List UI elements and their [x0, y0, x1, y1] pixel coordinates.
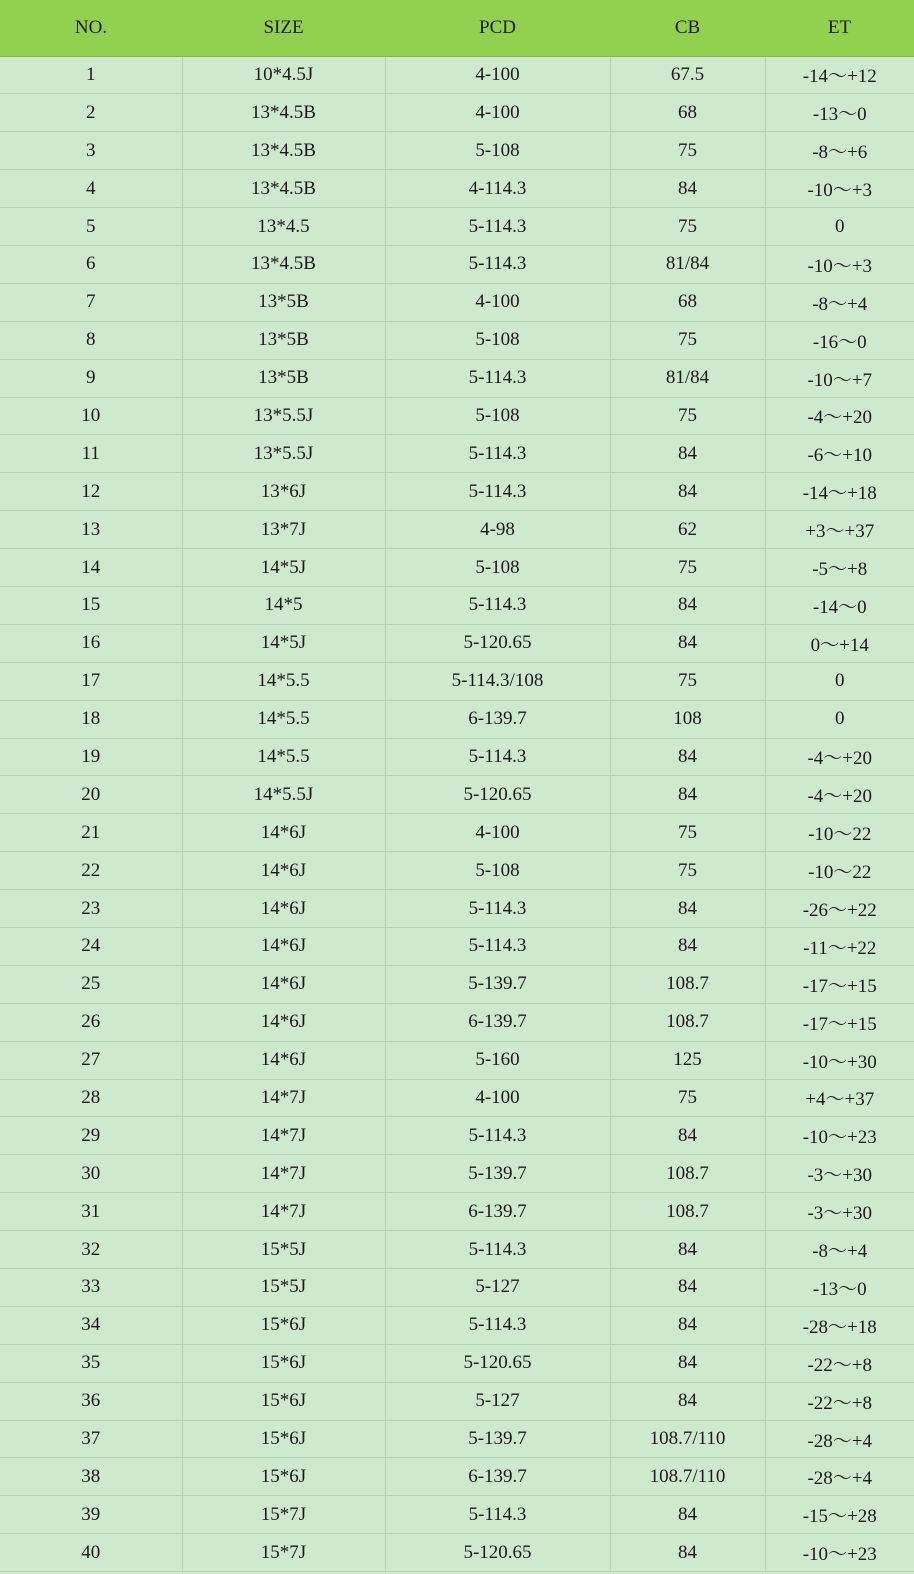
cell-et: -11～+22	[765, 927, 914, 965]
cell-pcd: 5-114.3	[385, 738, 610, 776]
cell-pcd: 5-139.7	[385, 1155, 610, 1193]
cell-et: -10～+30	[765, 1041, 914, 1079]
cell-pcd: 5-139.7	[385, 965, 610, 1003]
cell-cb: 75	[610, 1079, 765, 1117]
cell-et: +4～+37	[765, 1079, 914, 1117]
cell-pcd: 5-120.65	[385, 1534, 610, 1572]
cell-et: -10～+3	[765, 170, 914, 208]
cell-no: 7	[0, 283, 182, 321]
table-row	[0, 1344, 914, 1382]
cell-cb: 62	[610, 511, 765, 549]
table-row	[0, 662, 914, 700]
cell-no: 3	[0, 132, 182, 170]
cell-et: -3～+30	[765, 1193, 914, 1231]
cell-no: 13	[0, 511, 182, 549]
cell-size: 14*6J	[182, 814, 385, 852]
cell-pcd: 4-100	[385, 814, 610, 852]
cell-size: 10*4.5J	[182, 56, 385, 94]
cell-pcd: 5-114.3	[385, 927, 610, 965]
cell-et: -14～+18	[765, 473, 914, 511]
cell-pcd: 5-114.3	[385, 359, 610, 397]
cell-pcd: 5-114.3/108	[385, 662, 610, 700]
table-row	[0, 1496, 914, 1534]
cell-size: 14*7J	[182, 1079, 385, 1117]
cell-cb: 84	[610, 776, 765, 814]
cell-size: 14*5	[182, 586, 385, 624]
cell-pcd: 5-114.3	[385, 435, 610, 473]
cell-size: 15*6J	[182, 1382, 385, 1420]
table-row	[0, 473, 914, 511]
cell-pcd: 6-139.7	[385, 1193, 610, 1231]
cell-no: 6	[0, 245, 182, 283]
cell-size: 13*4.5B	[182, 170, 385, 208]
cell-no: 21	[0, 814, 182, 852]
cell-no: 24	[0, 927, 182, 965]
cell-cb: 84	[610, 890, 765, 928]
cell-cb: 108	[610, 700, 765, 738]
cell-pcd: 5-108	[385, 397, 610, 435]
cell-et: -4～+20	[765, 738, 914, 776]
cell-et: -14～0	[765, 586, 914, 624]
cell-et: -10～22	[765, 852, 914, 890]
table-row	[0, 549, 914, 587]
cell-pcd: 5-114.3	[385, 245, 610, 283]
cell-no: 39	[0, 1496, 182, 1534]
cell-cb: 67.5	[610, 56, 765, 94]
cell-no: 36	[0, 1382, 182, 1420]
cell-cb: 68	[610, 283, 765, 321]
cell-pcd: 5-108	[385, 132, 610, 170]
cell-cb: 108.7	[610, 1155, 765, 1193]
cell-no: 2	[0, 94, 182, 132]
header-size: SIZE	[182, 0, 385, 56]
cell-size: 13*5B	[182, 283, 385, 321]
cell-pcd: 4-100	[385, 283, 610, 321]
cell-size: 14*6J	[182, 1041, 385, 1079]
cell-cb: 84	[610, 738, 765, 776]
cell-size: 14*5.5	[182, 662, 385, 700]
table-row	[0, 170, 914, 208]
cell-size: 13*4.5B	[182, 94, 385, 132]
cell-no: 19	[0, 738, 182, 776]
cell-size: 13*4.5B	[182, 245, 385, 283]
cell-size: 14*6J	[182, 890, 385, 928]
cell-cb: 81/84	[610, 245, 765, 283]
cell-pcd: 5-139.7	[385, 1420, 610, 1458]
cell-cb: 84	[610, 473, 765, 511]
cell-cb: 84	[610, 927, 765, 965]
cell-et: -4～+20	[765, 397, 914, 435]
cell-cb: 81/84	[610, 359, 765, 397]
table-row	[0, 511, 914, 549]
table-row	[0, 1458, 914, 1496]
cell-no: 26	[0, 1003, 182, 1041]
cell-pcd: 5-114.3	[385, 1117, 610, 1155]
cell-cb: 75	[610, 132, 765, 170]
table-row	[0, 132, 914, 170]
table-row	[0, 56, 914, 94]
cell-et: -17～+15	[765, 1003, 914, 1041]
cell-size: 15*6J	[182, 1306, 385, 1344]
table-row	[0, 1041, 914, 1079]
cell-cb: 75	[610, 662, 765, 700]
cell-pcd: 5-127	[385, 1269, 610, 1307]
cell-pcd: 5-127	[385, 1382, 610, 1420]
header-et: ET	[765, 0, 914, 56]
cell-et: -8～+4	[765, 1231, 914, 1269]
table-row	[0, 1155, 914, 1193]
cell-size: 13*5.5J	[182, 435, 385, 473]
cell-pcd: 5-108	[385, 549, 610, 587]
table-row	[0, 927, 914, 965]
cell-cb: 108.7/110	[610, 1420, 765, 1458]
cell-size: 14*6J	[182, 965, 385, 1003]
cell-et: -15～+28	[765, 1496, 914, 1534]
cell-size: 15*6J	[182, 1420, 385, 1458]
cell-no: 30	[0, 1155, 182, 1193]
cell-cb: 84	[610, 1231, 765, 1269]
cell-pcd: 5-114.3	[385, 586, 610, 624]
cell-et: -10～22	[765, 814, 914, 852]
cell-pcd: 5-108	[385, 852, 610, 890]
cell-size: 15*7J	[182, 1496, 385, 1534]
cell-no: 4	[0, 170, 182, 208]
table-row	[0, 359, 914, 397]
cell-no: 27	[0, 1041, 182, 1079]
cell-pcd: 5-120.65	[385, 624, 610, 662]
cell-no: 14	[0, 549, 182, 587]
cell-et: -28～+4	[765, 1458, 914, 1496]
cell-et: -13～0	[765, 94, 914, 132]
cell-cb: 84	[610, 624, 765, 662]
cell-et: -28～+4	[765, 1420, 914, 1458]
cell-size: 15*6J	[182, 1344, 385, 1382]
cell-et: -10～+23	[765, 1534, 914, 1572]
cell-no: 33	[0, 1269, 182, 1307]
table-row	[0, 1117, 914, 1155]
cell-et: -6～+10	[765, 435, 914, 473]
table-row	[0, 1003, 914, 1041]
cell-no: 20	[0, 776, 182, 814]
cell-no: 38	[0, 1458, 182, 1496]
cell-et: -5～+8	[765, 549, 914, 587]
cell-et: -22～+8	[765, 1382, 914, 1420]
cell-pcd: 6-139.7	[385, 1003, 610, 1041]
cell-pcd: 5-114.3	[385, 1231, 610, 1269]
cell-cb: 108.7	[610, 1193, 765, 1231]
cell-et: -28～+18	[765, 1306, 914, 1344]
cell-pcd: 5-160	[385, 1041, 610, 1079]
table-row	[0, 1231, 914, 1269]
cell-no: 23	[0, 890, 182, 928]
cell-et: -8～+6	[765, 132, 914, 170]
cell-pcd: 5-120.65	[385, 1344, 610, 1382]
cell-pcd: 4-100	[385, 94, 610, 132]
cell-et: -14～+12	[765, 56, 914, 94]
cell-cb: 84	[610, 170, 765, 208]
table-row	[0, 586, 914, 624]
cell-cb: 108.7	[610, 1003, 765, 1041]
table-row	[0, 814, 914, 852]
cell-size: 15*5J	[182, 1231, 385, 1269]
table-row	[0, 1382, 914, 1420]
cell-no: 16	[0, 624, 182, 662]
cell-size: 14*6J	[182, 852, 385, 890]
cell-size: 14*5.5	[182, 700, 385, 738]
table-row	[0, 700, 914, 738]
table-row	[0, 624, 914, 662]
header-cb: CB	[610, 0, 765, 56]
cell-et: -17～+15	[765, 965, 914, 1003]
cell-cb: 75	[610, 549, 765, 587]
cell-size: 14*5.5	[182, 738, 385, 776]
cell-size: 14*6J	[182, 927, 385, 965]
cell-no: 31	[0, 1193, 182, 1231]
cell-cb: 84	[610, 1534, 765, 1572]
cell-pcd: 5-114.3	[385, 1496, 610, 1534]
cell-cb: 68	[610, 94, 765, 132]
cell-et: -8～+4	[765, 283, 914, 321]
cell-no: 11	[0, 435, 182, 473]
cell-et: -10～+23	[765, 1117, 914, 1155]
cell-no: 10	[0, 397, 182, 435]
cell-size: 13*6J	[182, 473, 385, 511]
cell-et: -26～+22	[765, 890, 914, 928]
cell-size: 13*4.5	[182, 208, 385, 246]
cell-no: 34	[0, 1306, 182, 1344]
cell-pcd: 4-100	[385, 1079, 610, 1117]
cell-et: -22～+8	[765, 1344, 914, 1382]
cell-cb: 84	[610, 1344, 765, 1382]
table-row	[0, 283, 914, 321]
cell-size: 14*7J	[182, 1193, 385, 1231]
table-row	[0, 321, 914, 359]
cell-size: 14*7J	[182, 1155, 385, 1193]
cell-size: 13*7J	[182, 511, 385, 549]
table-row	[0, 1193, 914, 1231]
cell-cb: 75	[610, 852, 765, 890]
table-row	[0, 1420, 914, 1458]
cell-cb: 75	[610, 397, 765, 435]
cell-et: 0	[765, 208, 914, 246]
cell-no: 18	[0, 700, 182, 738]
cell-no: 22	[0, 852, 182, 890]
cell-size: 14*6J	[182, 1003, 385, 1041]
cell-size: 14*5.5J	[182, 776, 385, 814]
cell-no: 28	[0, 1079, 182, 1117]
cell-size: 14*5J	[182, 549, 385, 587]
table-header	[0, 0, 914, 56]
cell-cb: 75	[610, 814, 765, 852]
cell-cb: 84	[610, 435, 765, 473]
cell-et: +3～+37	[765, 511, 914, 549]
cell-et: -3～+30	[765, 1155, 914, 1193]
header-no: NO.	[0, 0, 182, 56]
cell-no: 12	[0, 473, 182, 511]
cell-no: 35	[0, 1344, 182, 1382]
cell-no: 15	[0, 586, 182, 624]
cell-no: 29	[0, 1117, 182, 1155]
cell-pcd: 5-108	[385, 321, 610, 359]
header-pcd: PCD	[385, 0, 610, 56]
cell-pcd: 6-139.7	[385, 700, 610, 738]
cell-no: 32	[0, 1231, 182, 1269]
cell-no: 8	[0, 321, 182, 359]
table-row	[0, 435, 914, 473]
cell-cb: 84	[610, 1117, 765, 1155]
cell-cb: 84	[610, 1382, 765, 1420]
table-row	[0, 1534, 914, 1572]
header-row	[0, 0, 914, 56]
table-row	[0, 1079, 914, 1117]
cell-pcd: 5-114.3	[385, 1306, 610, 1344]
cell-et: -16～0	[765, 321, 914, 359]
table-row	[0, 1269, 914, 1307]
cell-size: 13*4.5B	[182, 132, 385, 170]
cell-size: 13*5.5J	[182, 397, 385, 435]
cell-size: 15*7J	[182, 1534, 385, 1572]
cell-cb: 125	[610, 1041, 765, 1079]
cell-no: 25	[0, 965, 182, 1003]
cell-et: 0	[765, 700, 914, 738]
table-row	[0, 738, 914, 776]
table-row	[0, 397, 914, 435]
table-row	[0, 965, 914, 1003]
cell-pcd: 5-120.65	[385, 776, 610, 814]
cell-cb: 108.7/110	[610, 1458, 765, 1496]
cell-cb: 84	[610, 586, 765, 624]
table-row	[0, 1306, 914, 1344]
table-row	[0, 208, 914, 246]
cell-pcd: 6-139.7	[385, 1458, 610, 1496]
cell-pcd: 4-100	[385, 56, 610, 94]
cell-size: 14*7J	[182, 1117, 385, 1155]
cell-cb: 84	[610, 1269, 765, 1307]
cell-pcd: 5-114.3	[385, 890, 610, 928]
cell-et: -10～+3	[765, 245, 914, 283]
cell-no: 1	[0, 56, 182, 94]
cell-cb: 84	[610, 1306, 765, 1344]
table-body	[0, 56, 914, 1572]
table-row	[0, 890, 914, 928]
cell-et: -10～+7	[765, 359, 914, 397]
cell-cb: 75	[610, 208, 765, 246]
cell-et: -13～0	[765, 1269, 914, 1307]
cell-cb: 84	[610, 1496, 765, 1534]
cell-no: 37	[0, 1420, 182, 1458]
cell-cb: 108.7	[610, 965, 765, 1003]
cell-no: 17	[0, 662, 182, 700]
table-row	[0, 852, 914, 890]
cell-pcd: 4-98	[385, 511, 610, 549]
cell-size: 13*5B	[182, 321, 385, 359]
table-row	[0, 94, 914, 132]
cell-et: -4～+20	[765, 776, 914, 814]
table-row	[0, 776, 914, 814]
cell-pcd: 5-114.3	[385, 208, 610, 246]
table-row	[0, 245, 914, 283]
cell-no: 9	[0, 359, 182, 397]
cell-cb: 75	[610, 321, 765, 359]
cell-size: 15*5J	[182, 1269, 385, 1307]
cell-size: 15*6J	[182, 1458, 385, 1496]
cell-size: 13*5B	[182, 359, 385, 397]
cell-pcd: 4-114.3	[385, 170, 610, 208]
cell-no: 5	[0, 208, 182, 246]
cell-size: 14*5J	[182, 624, 385, 662]
cell-et: 0	[765, 662, 914, 700]
cell-pcd: 5-114.3	[385, 473, 610, 511]
cell-et: 0～+14	[765, 624, 914, 662]
cell-no: 40	[0, 1534, 182, 1572]
